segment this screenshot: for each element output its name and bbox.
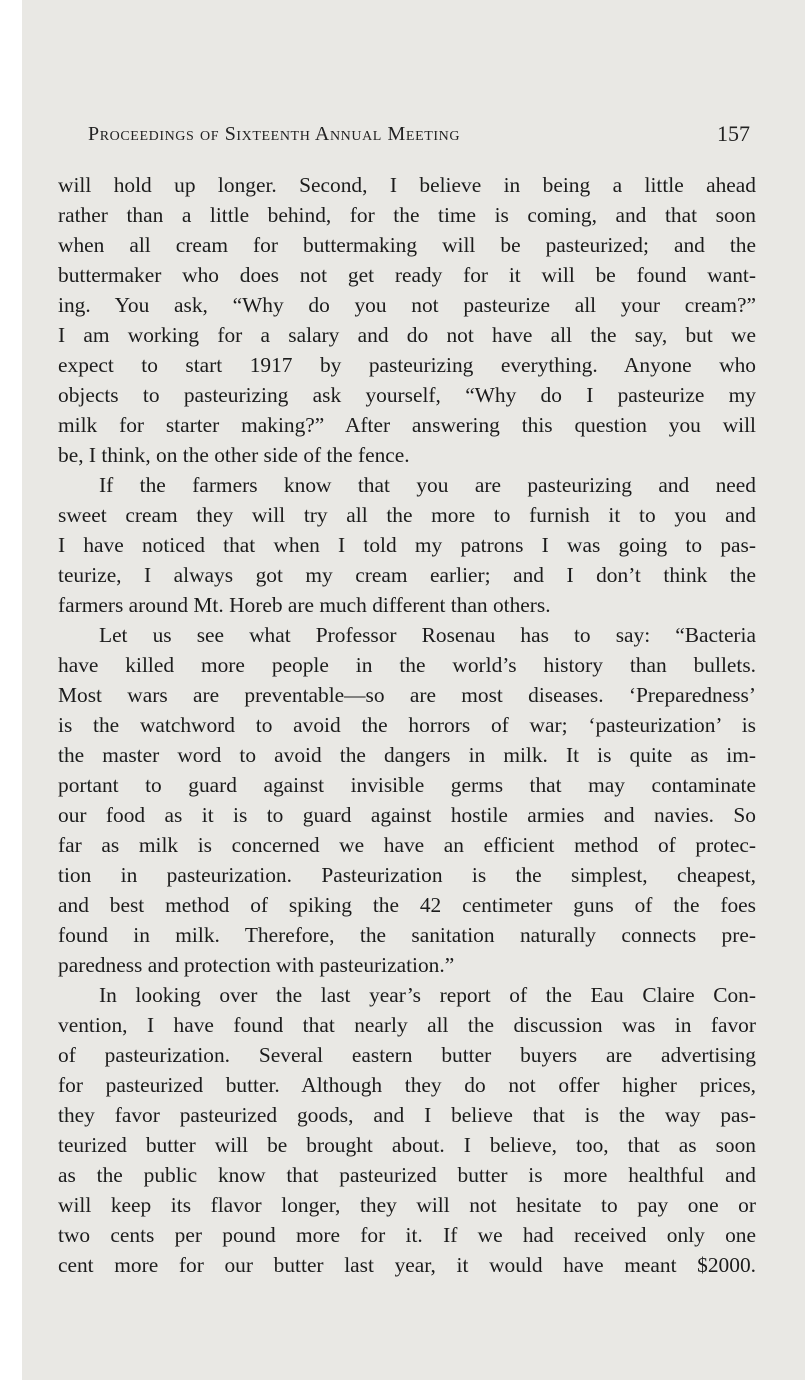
text-line: found in milk. Therefore, the sanitation naturally connects pre- (58, 923, 756, 947)
text-line: portant to guard against invisible germs that may contaminate (58, 773, 756, 797)
text-line: Let us see what Professor Rosenau has to say: “Bacteria (99, 623, 756, 647)
text-line: two cents per pound more for it. If we had received only one (58, 1223, 756, 1247)
text-line: our food as it is to guard against hostile armies and navies. So (58, 803, 756, 827)
paragraph-1 (58, 170, 756, 470)
text-line: will hold up longer. Second, I believe in being a little ahead (58, 173, 756, 197)
book-page (22, 0, 805, 1380)
text-line: objects to pasteurizing ask yourself, “Why do I pasteurize my (58, 383, 756, 407)
text-line: for pasteurized butter. Although they do not offer higher prices, (58, 1073, 756, 1097)
text-line: teurized butter will be brought about. I believe, too, that as soon (58, 1133, 756, 1157)
text-line: farmers around Mt. Horeb are much different than others. (58, 593, 551, 617)
text-line: buttermaker who does not get ready for it will be found want- (58, 263, 756, 287)
text-line: I have noticed that when I told my patrons I was going to pas- (58, 533, 756, 557)
paragraph-3 (58, 620, 756, 980)
text-line: rather than a little behind, for the time is coming, and that soon (58, 203, 756, 227)
text-line: of pasteurization. Several eastern butter buyers are advertising (58, 1043, 756, 1067)
text-line: will keep its flavor longer, they will not hesitate to pay one or (58, 1193, 756, 1217)
text-line: teurize, I always got my cream earlier; and I don’t think the (58, 563, 756, 587)
text-line: and best method of spiking the 42 centimeter guns of the foes (58, 893, 756, 917)
text-line: paredness and protection with pasteurization.” (58, 953, 455, 977)
text-line: I am working for a salary and do not have all the say, but we (58, 323, 756, 347)
text-line: is the watchword to avoid the horrors of war; ‘pasteurization’ is (58, 713, 756, 737)
text-line: If the farmers know that you are pasteurizing and need (99, 473, 756, 497)
text-line: far as milk is concerned we have an efficient method of protec- (58, 833, 756, 857)
text-line: as the public know that pasteurized butter is more healthful and (58, 1163, 756, 1187)
text-line: Most wars are preventable—so are most diseases. ‘Preparedness’ (58, 683, 756, 707)
text-line: they favor pasteurized goods, and I believe that is the way pas- (58, 1103, 756, 1127)
paragraph-2 (58, 470, 756, 620)
text-line: cent more for our butter last year, it would have meant $2000. (58, 1253, 756, 1277)
text-line: have killed more people in the world’s history than bullets. (58, 653, 756, 677)
text-line: tion in pasteurization. Pasteurization is the simplest, cheapest, (58, 863, 756, 887)
body-text (58, 170, 756, 1280)
text-line: ing. You ask, “Why do you not pasteurize all your cream?” (58, 293, 756, 317)
page-header (88, 121, 750, 155)
text-line: In looking over the last year’s report of the Eau Claire Con- (99, 983, 756, 1007)
left-margin-strip (0, 0, 22, 1380)
text-line: sweet cream they will try all the more to furnish it to you and (58, 503, 756, 527)
text-line: when all cream for buttermaking will be pasteurized; and the (58, 233, 756, 257)
text-line: the master word to avoid the dangers in milk. It is quite as im- (58, 743, 756, 767)
text-line: expect to start 1917 by pasteurizing everything. Anyone who (58, 353, 756, 377)
text-line: milk for starter making?” After answering this question you will (58, 413, 756, 437)
paragraph-4 (58, 980, 756, 1280)
running-title: Proceedings of Sixteenth Annual Meeting (88, 123, 461, 145)
text-line: vention, I have found that nearly all the discussion was in favor (58, 1013, 756, 1037)
text-line: be, I think, on the other side of the fence. (58, 443, 410, 467)
page-number: 157 (717, 121, 750, 146)
